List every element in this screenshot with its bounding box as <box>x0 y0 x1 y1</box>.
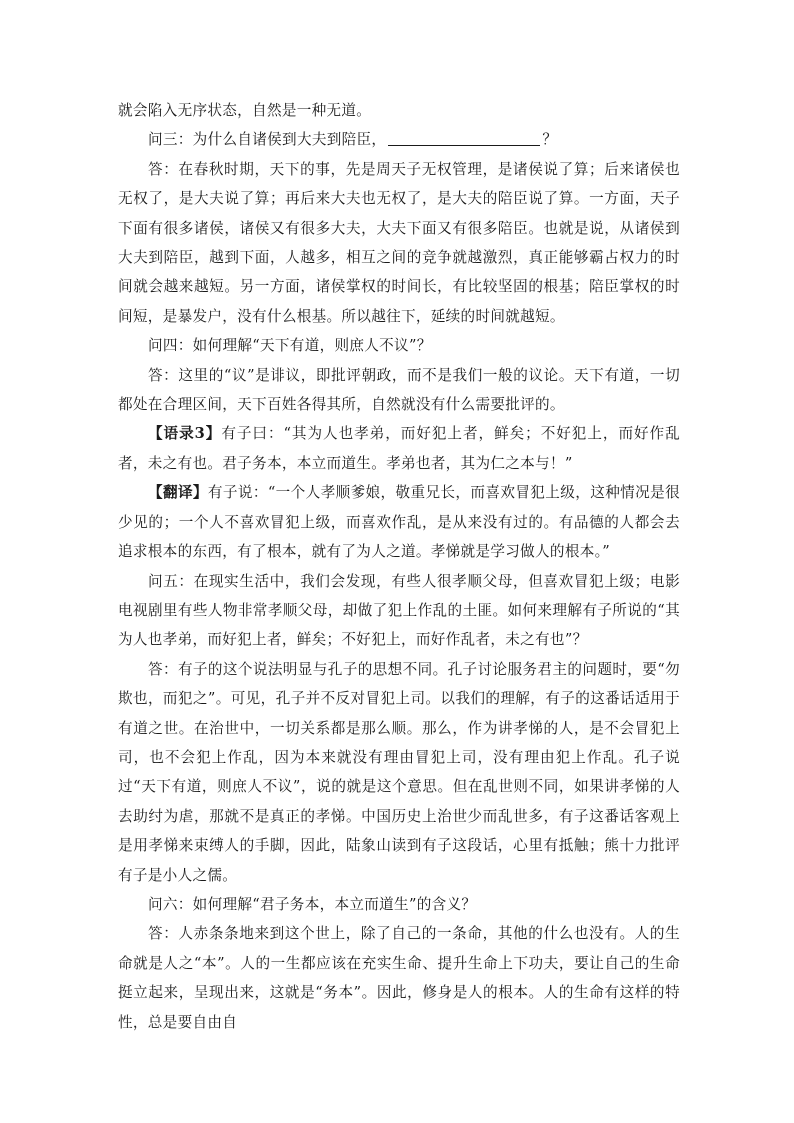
quotation-3 <box>118 419 680 478</box>
translation-tag: 【翻译】 <box>148 484 208 502</box>
answer-4: 答：这里的“议”是诽议，即批评朝政，而不是我们一般的议论。天下有道，一切都处在合理区间，天下百姓各得其所，自然就没有什么需要批评的。 <box>118 366 680 414</box>
question-6: 问六：如何理解“君子务本，本立而道生”的含义？ <box>148 895 477 913</box>
question-3-mark: ？ <box>542 131 558 149</box>
translation <box>118 478 680 566</box>
answer-6: 答：人赤条条地来到这个世上，除了自己的一条命，其他的什么也没有。人的生命就是人之“本”。人的一生都应该在充实生命、提升生命上下功夫，要让自己的生命挺立起来，呈现出来，这就是“务本”。因此，修身是人的根本。人的生命有这样的特性，总是要自由自 <box>118 925 680 1031</box>
translation-text: 有子说：“一个人孝顺爹娘，敬重兄长，而喜欢冒犯上级，这种情况是很少见的；一个人不喜欢冒犯上级，而喜欢作乱，是从来没有过的。有品德的人都会去追求根本的东西，有了根本，就有了为人之道。孝悌就是学习做人的根本。” <box>118 484 680 561</box>
question-4: 问四：如何理解“天下有道，则庶人不议”？ <box>148 337 432 355</box>
paragraph-continuation: 就会陷入无序状态，自然是一种无道。 <box>118 102 372 119</box>
question-3-text: 问三：为什么自诸侯到大夫到陪臣， <box>148 131 387 149</box>
question-5: 问五：在现实生活中，我们会发现，有些人很孝顺父母，但喜欢冒犯上级；电影电视剧里有些人物非常孝顺父母，却做了犯上作乱的土匪。如何来理解有子所说的“其为人也孝弟，而好犯上者，鲜矣；不好犯上，而好作乱者，未之有也”？ <box>118 572 680 649</box>
answer-3: 答：在春秋时期，天下的事，先是周天子无权管理，是诸侯说了算；后来诸侯也无权了，是大夫说了算；再后来大夫也无权了，是大夫的陪臣说了算。一方面，天子下面有很多诸侯，诸侯又有很多大夫，大夫下面又有很多陪臣。也就是说，从诸侯到大夫到陪臣，越到下面，人越多，相互之间的竞争就越激烈，真正能够霸占权力的时间就会越来越短。另一方面，诸侯掌权的时间长，有比较坚固的根基；陪臣掌权的时间短，是暴发户，没有什么根基。所以越往下，延续的时间就越短。 <box>118 160 680 325</box>
question-3 <box>118 125 680 154</box>
quotation-tag: 【语录3】 <box>148 425 222 443</box>
answer-5: 答：有子的这个说法明显与孔子的思想不同。孔子讨论服务君主的问题时，要“勿欺也，而犯之”。可见，孔子并不反对冒犯上司。以我们的理解，有子的这番话适用于有道之世。在治世中，一切关系都是那么顺。那么，作为讲孝悌的人，是不会冒犯上司，也不会犯上作乱，因为本来就没有理由冒犯上司，没有理由犯上作乱。孔子说过“天下有道，则庶人不议”，说的就是这个意思。但在乱世则不同，如果讲孝悌的人去助纣为虐，那就不是真正的孝悌。中国历史上治世少而乱世多，有子这番话客观上是用孝悌来束缚人的手脚，因此，陆象山读到有子这段话，心里有抵触；熊十力批评有子是小人之儒。 <box>118 660 680 884</box>
quotation-text: 有子曰：“其为人也孝弟，而好犯上者，鲜矣；不好犯上，而好作乱者，未之有也。君子务本，本立而道生。孝弟也者，其为仁之本与！” <box>118 425 680 472</box>
answer-blank[interactable] <box>388 131 540 146</box>
document-body <box>118 96 680 1037</box>
